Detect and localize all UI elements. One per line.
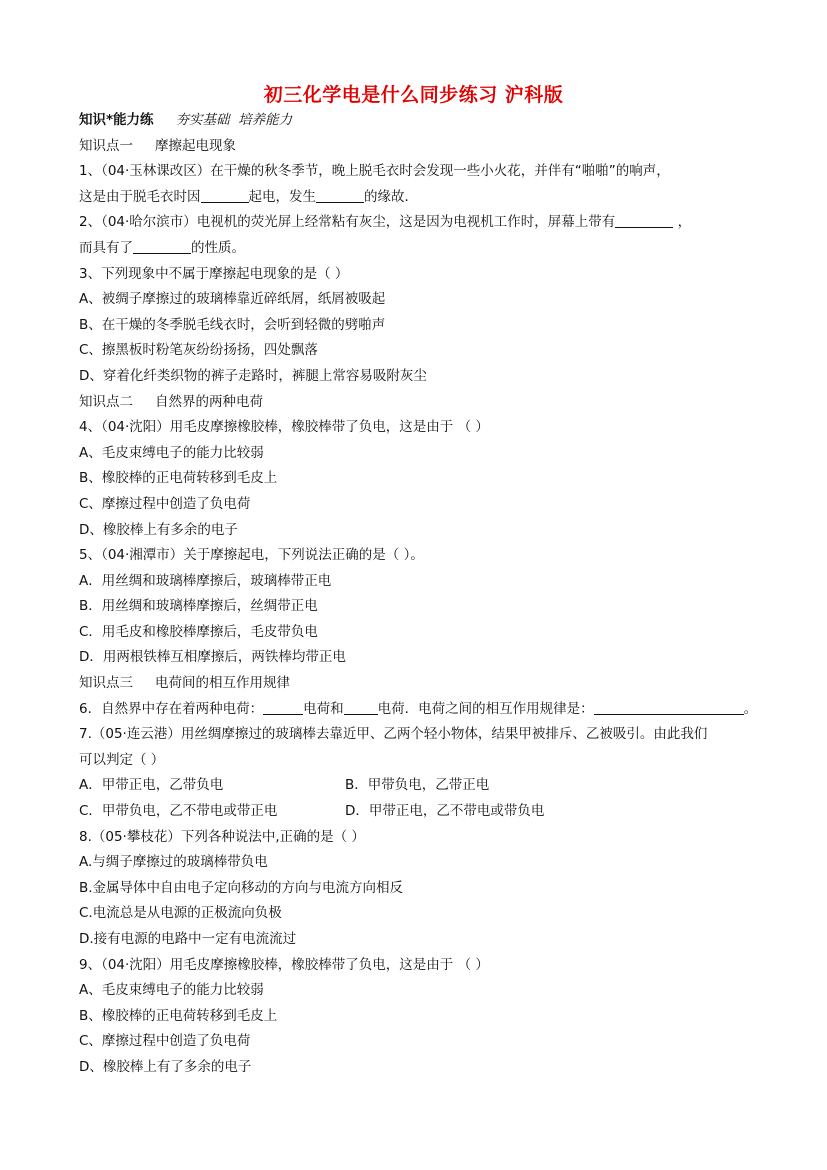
question-5-option-a: A．用丝绸和玻璃棒摩擦后，玻璃棒带正电 — [79, 572, 332, 589]
question-2-line-2: 而具有了 的性质。 — [79, 239, 245, 256]
answer-blank — [316, 187, 364, 203]
answer-blank — [615, 212, 673, 228]
knowledge-point-2: 知识点二 自然界的两种电荷 — [79, 393, 263, 410]
answer-blank — [201, 187, 249, 203]
question-4-option-a: A、毛皮束缚电子的能力比较弱 — [79, 444, 264, 461]
question-3-option-c: C、擦黑板时粉笔灰纷纷扬扬，四处飘落 — [79, 342, 318, 359]
question-3-option-b: B、在干燥的冬季脱毛线衣时，会听到轻微的劈啪声 — [79, 316, 386, 333]
question-9-option-a: A、毛皮束缚电子的能力比较弱 — [79, 982, 264, 999]
question-8-stem: 8.（05·攀枝花）下列各种说法中,正确的是（ ） — [79, 828, 365, 845]
knowledge-point-1: 知识点一 摩擦起电现象 — [79, 137, 236, 154]
answer-blank — [594, 699, 744, 715]
question-4-option-c: C、摩擦过程中创造了负电荷 — [79, 495, 251, 512]
question-8-option-d: D.接有电源的电路中一定有电流流过 — [79, 931, 297, 947]
section-label: 知识*能力练 — [79, 112, 154, 128]
section-header — [79, 108, 799, 134]
knowledge-point-3: 知识点三 电荷间的相互作用规律 — [79, 675, 290, 692]
question-4-option-b: B、橡胶棒的正电荷转移到毛皮上 — [79, 470, 278, 487]
question-4-option-d: D、橡胶棒上有多余的电子 — [79, 521, 238, 538]
question-4-stem: 4、（04·沈阳）用毛皮摩擦橡胶棒，橡胶棒带了负电，这是由于 （ ） — [79, 419, 489, 436]
question-8-option-c: C.电流总是从电源的正极流向负极 — [79, 905, 282, 922]
question-1-line-1: 1、（04·玉林课改区）在干燥的秋冬季节，晚上脱毛衣时会发现一些小火花，并伴有“啪啪”的响声， — [79, 163, 670, 180]
question-9-option-d: D、橡胶棒上有了多余的电子 — [79, 1058, 252, 1075]
answer-blank — [263, 699, 303, 715]
question-7-option-a: A．甲带正电，乙带负电 — [79, 777, 224, 794]
section-motto-1: 夯实基础 — [175, 112, 230, 128]
question-5-option-b: B．用丝绸和玻璃棒摩擦后，丝绸带正电 — [79, 598, 318, 615]
question-3-stem: 3、下列现象中不属于摩擦起电现象的是（ ） — [79, 265, 349, 282]
question-5-option-d: D．用两根铁棒互相摩擦后，两铁棒均带正电 — [79, 649, 346, 666]
question-7-option-c: C．甲带负电，乙不带电或带正电 — [79, 803, 278, 820]
question-7-option-b: B．甲带负电，乙带正电 — [345, 777, 490, 794]
answer-blank — [133, 238, 191, 254]
answer-blank — [344, 699, 378, 715]
question-7-options-ab — [79, 773, 799, 799]
question-8-option-b: B.金属导体中自由电子定向移动的方向与电流方向相反 — [79, 879, 404, 896]
question-8-option-a: A.与绸子摩擦过的玻璃棒带负电 — [79, 854, 268, 871]
question-6: 6．自然界中存在着两种电荷： 电荷和 电荷．电荷之间的相互作用规律是： 。 — [79, 700, 758, 717]
question-7-line-2: 可以判定（ ） — [79, 751, 165, 768]
question-7-option-d: D．甲带正电，乙不带电或带负电 — [345, 803, 545, 820]
question-5-stem: 5、（04·湘潭市）关于摩擦起电，下列说法正确的是（ ）。 — [79, 547, 424, 564]
section-motto-2: 培养能力 — [238, 112, 293, 128]
question-1-line-2: 这是由于脱毛衣时因 起电，发生 的缘故． — [79, 188, 418, 205]
question-9-option-c: C、摩擦过程中创造了负电荷 — [79, 1033, 251, 1050]
question-2-line-1: 2、（04·哈尔滨市）电视机的荧光屏上经常粘有灰尘，这是因为电视机工作时，屏幕上带有 ， — [79, 214, 692, 231]
question-9-stem: 9、（04·沈阳）用毛皮摩擦橡胶棒，橡胶棒带了负电，这是由于 （ ） — [79, 956, 489, 973]
exercise-content — [79, 108, 799, 1081]
question-5-option-c: C．用毛皮和橡胶棒摩擦后，毛皮带负电 — [79, 623, 318, 640]
question-7-line-1: 7.（05·连云港）用丝绸摩擦过的玻璃棒去靠近甲、乙两个轻小物体，结果甲被排斥、乙被吸引。由此我们 — [79, 726, 708, 743]
question-7-options-cd — [79, 799, 799, 825]
page-title: 初三化学电是什么同步练习 沪科版 — [263, 84, 564, 106]
question-3-option-a: A、被绸子摩擦过的玻璃棒靠近碎纸屑，纸屑被吸起 — [79, 291, 386, 308]
question-9-option-b: B、橡胶棒的正电荷转移到毛皮上 — [79, 1007, 278, 1024]
question-3-option-d: D、穿着化纤类织物的裤子走路时，裤腿上常容易吸附灰尘 — [79, 367, 427, 384]
